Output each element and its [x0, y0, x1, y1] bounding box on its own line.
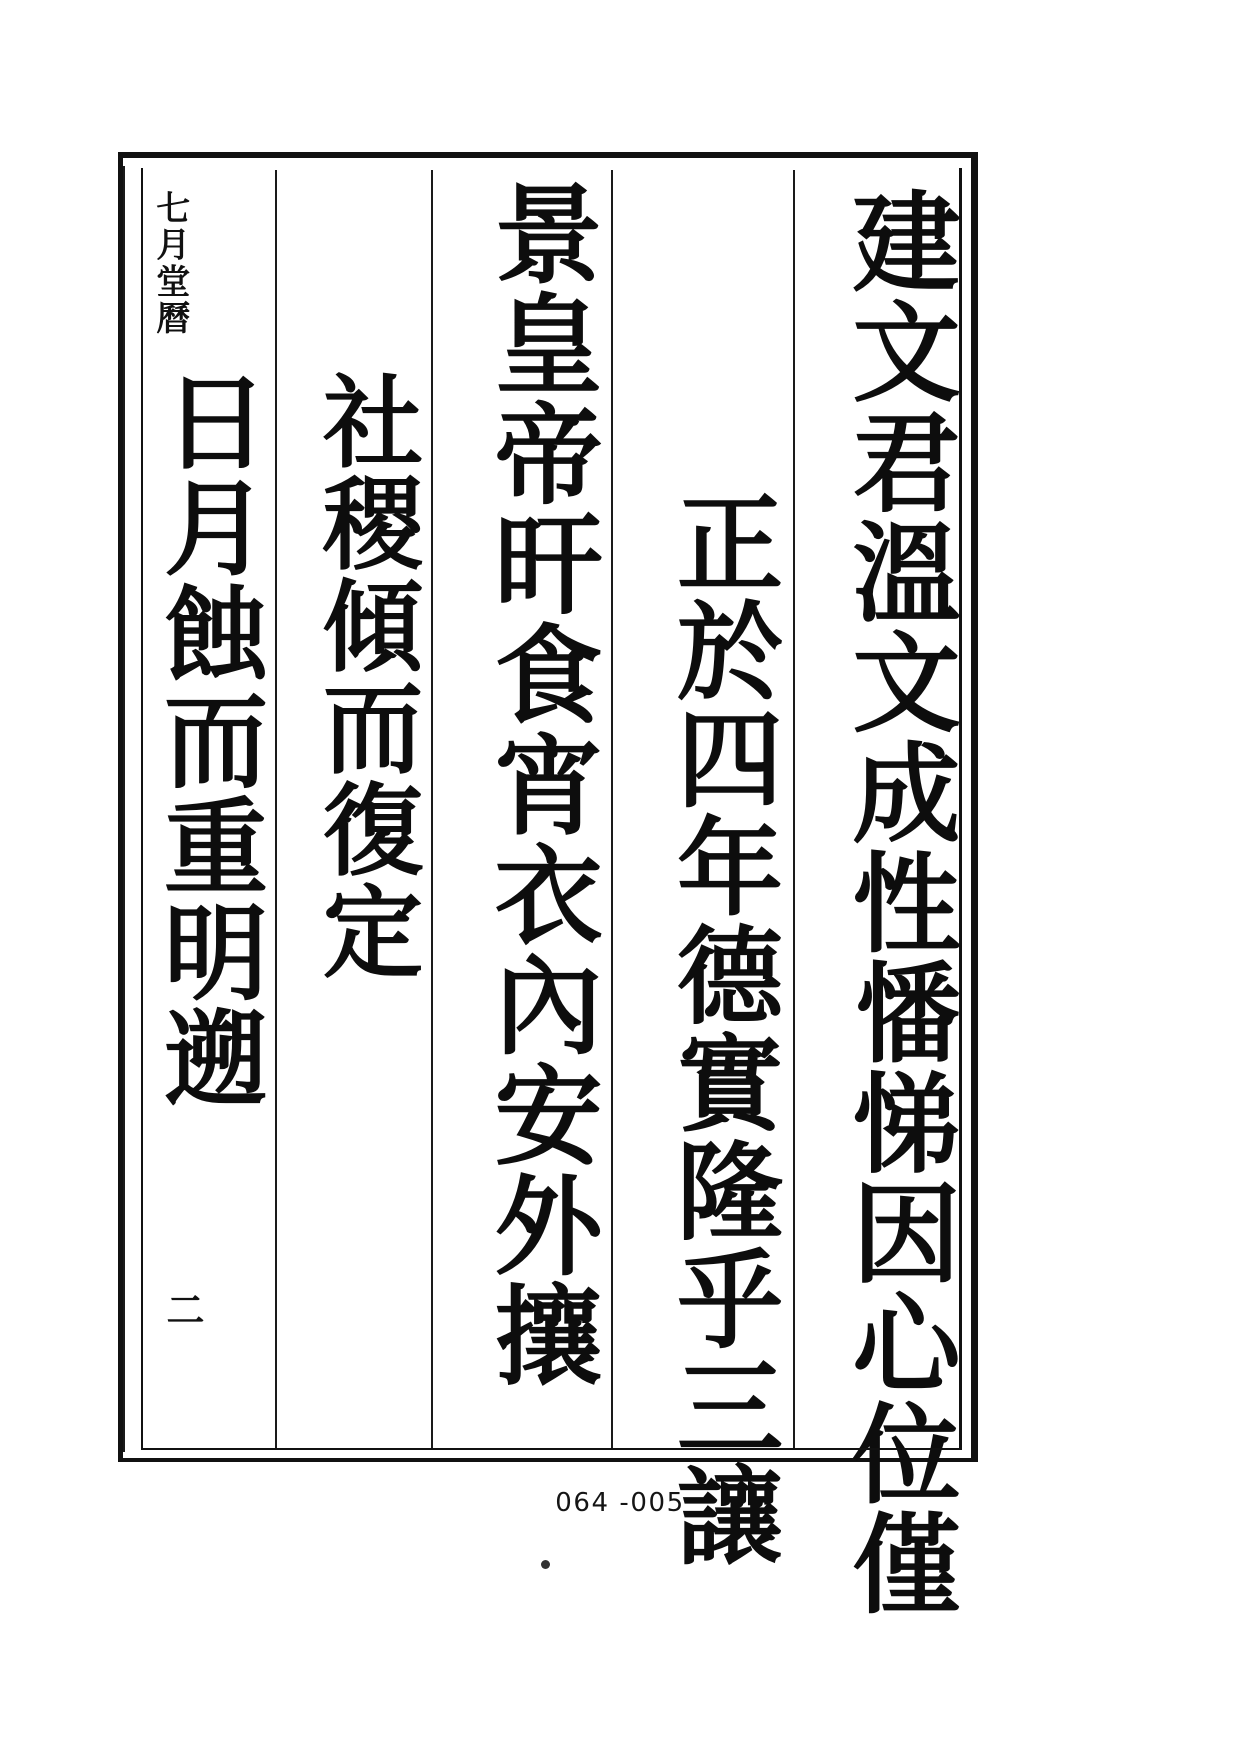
column-rule — [611, 170, 613, 1448]
running-title: 七月堂曆 — [149, 190, 190, 337]
page-number: 二 — [160, 1290, 205, 1328]
column-rule — [431, 170, 433, 1448]
text-column-3: 景皇帝旰食宵衣內安外攘 — [476, 178, 602, 1390]
page-marker-dot — [541, 1560, 550, 1569]
text-column-5: 日月蝕而重明遡 — [146, 368, 269, 1111]
spine-rule — [123, 166, 125, 1452]
text-column-4: 社稷傾而復定 — [306, 370, 424, 982]
text-column-2: 正於四年德實隆乎三讓 — [660, 488, 785, 1570]
column-rule — [793, 170, 795, 1448]
spine-column — [149, 176, 211, 1446]
text-column-1: 建文君溫文成性憣悌因心位僅 — [834, 186, 960, 1619]
scan-identifier: 064 -005 — [555, 1488, 685, 1518]
column-rule — [275, 170, 277, 1448]
